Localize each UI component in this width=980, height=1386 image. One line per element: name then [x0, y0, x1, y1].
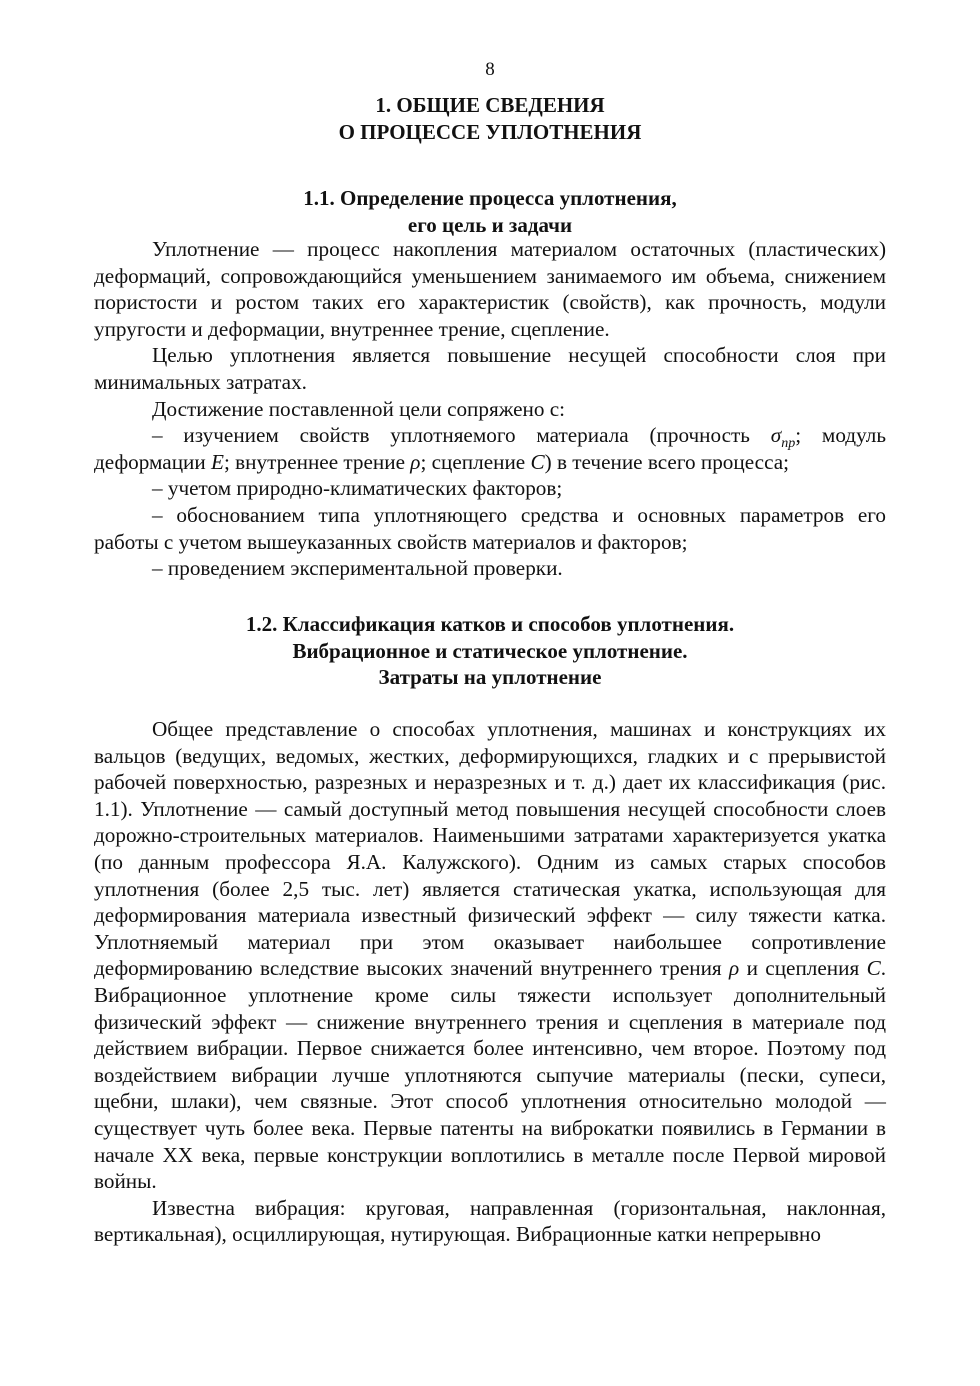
paragraph-classification-text-a: Общее представление о способах уплотнения, машинах и конструкциях их вальцов (ведущих, ведомых, жестких, деформирующихся, гладких и с прерывистой рабочей поверхностью, разрезных и неразрезных и т. д.) дает их классификация (рис. 1.1). Уплотнение — самый доступный метод повышения несущей способности слоев дорожно-строительных материалов. Наименьшими затратами характеризуется укатка (по данным профессора Я.А. Калужского). Одним из самых старых способов уплотнения (более 2,5 тыс. лет) является статическая укатка, использующая для деформирования материала известный физический эффект — силу тяжести катка. Уплотняемый материал при этом оказывает наибольшее сопротивление деформированию вследствие высоких значений внутреннего трения: [94, 717, 886, 981]
paragraph-goal: Целью уплотнения является повышение несущей способности слоя при минимальных затратах.: [94, 343, 886, 394]
paragraph-classification: [94, 716, 886, 1195]
chapter-title-line-2: О ПРОЦЕССЕ УПЛОТНЕНИЯ: [338, 120, 642, 144]
paragraph-definition: Уплотнение — процесс накопления материалом остаточных (пластических) деформаций, сопровождающийся уменьшением занимаемого им объема, снижением пористости и ростом таких его характеристик (свойств), как прочность, модули упругости и деформации, внутреннее трение, сцепление.: [94, 237, 886, 341]
symbol-rho-2: ρ: [729, 956, 740, 981]
section-2-title-line-1: 1.2. Классификация катков и способов уплотнения.: [245, 612, 735, 636]
section-1-title-line-2: его цель и задачи: [407, 212, 573, 237]
chapter-title-line-1: 1. ОБЩИЕ СВЕДЕНИЯ: [375, 93, 605, 117]
paragraph-classification-text-b: и сцепления: [739, 956, 867, 981]
list-item-properties-text-c: ; внутреннее трение: [223, 449, 411, 474]
symbol-e: E: [211, 449, 224, 474]
list-item-properties-text-e: ) в течение всего процесса;: [544, 449, 790, 474]
section-1-title: [94, 185, 886, 238]
page-number: 8: [485, 59, 495, 80]
symbol-sigma-subscript: пр: [781, 436, 796, 452]
section-2-title: [94, 611, 886, 691]
list-item-properties-text-b: ; модуль деформации: [94, 423, 886, 474]
paragraph-achievement: Достижение поставленной цели сопряжено с:: [152, 396, 566, 421]
list-item-properties-text-a: – изучением свойств уплотняемого материала (прочность: [152, 423, 771, 448]
list-item-equipment: – обоснованием типа уплотняющего средства и основных параметров его работы с учетом вышеуказанных свойств материалов и факторов;: [94, 502, 886, 554]
list-item-properties: [94, 422, 886, 475]
section-2-title-line-2: Вибрационное и статическое уплотнение.: [292, 638, 688, 663]
section-1-body: [94, 236, 886, 582]
list-item-climate: – учетом природно-климатических факторов;: [152, 476, 563, 501]
symbol-c: C: [530, 449, 545, 474]
paragraph-classification-text-c: . Вибрационное уплотнение кроме силы тяжести использует дополнительный физический эффект — снижение внутреннего трения и сцепления в материале под действием вибрации. Первое снижается более интенсивно, чем второе. Поэтому под воздействием вибрации лучше уплотняются сыпучие материалы (пески, супеси, щебни, шлаки), чем связные. Этот способ уплотнения относительно молодой — существует чуть более века. Первые патенты на виброкатки появились в Германии в начале XX века, первые конструкции воплотились в металле после Первой мировой войны.: [94, 956, 886, 1194]
section-1-title-line-1: 1.1. Определение процесса уплотнения,: [303, 186, 677, 210]
chapter-title: [94, 92, 886, 146]
paragraph-vibration-types: Известна вибрация: круговая, направленная (горизонтальная, наклонная, вертикальная), осциллирующая, нутирующая. Вибрационные катки непрерывно: [94, 1195, 886, 1247]
list-item-properties-text-d: ; сцепление: [420, 449, 531, 474]
list-item-verification: – проведением экспериментальной проверки.: [152, 556, 563, 581]
symbol-sigma-letter: σ: [770, 423, 782, 448]
section-2-body: [94, 716, 886, 1248]
symbol-rho: ρ: [410, 449, 421, 474]
symbol-sigma: [770, 423, 796, 452]
symbol-c-2: C: [866, 956, 881, 981]
section-2-title-line-3: Затраты на уплотнение: [378, 665, 602, 689]
